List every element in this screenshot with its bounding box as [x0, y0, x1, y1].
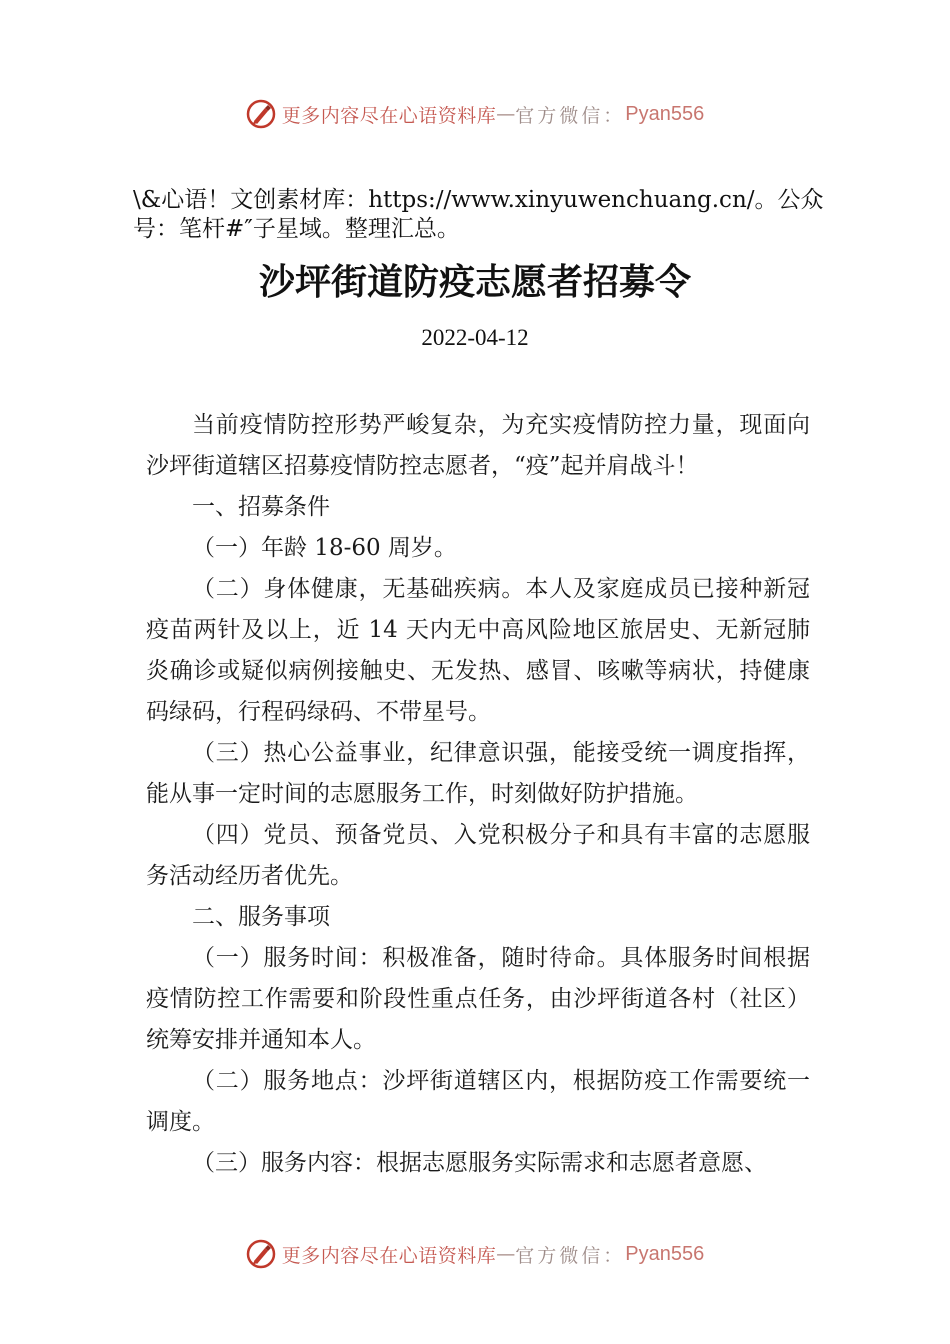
- banner-dash: —: [496, 1243, 516, 1265]
- body-paragraph: （一）年龄 18-60 周岁。: [192, 535, 457, 561]
- banner-wechat-id: Pyan556: [625, 102, 705, 125]
- header-banner: [0, 94, 950, 134]
- document-date: 2022-04-12: [421, 325, 529, 350]
- pen-logo-icon: [246, 99, 276, 129]
- banner-wechat-label: 官方微信：: [515, 104, 626, 127]
- footer-banner: [0, 1234, 950, 1274]
- banner-wechat-label: 官方微信：: [515, 1244, 626, 1267]
- body-paragraph: （三）热心公益事业，纪律意识强，能接受统一调度指挥，能从事一定时间的志愿服务工作，时刻做好防护措施。: [146, 740, 810, 807]
- source-note: \&心语！文创素材库：https://www.xinyuwenchuang.cn/。公众号：笔杆#″子星域。整理汇总。: [133, 187, 824, 242]
- document-body: [146, 405, 810, 1184]
- banner-text: 更多内容尽在心语资料库: [281, 1244, 497, 1267]
- banner-dash: —: [496, 103, 516, 125]
- pen-logo-icon: [246, 1239, 276, 1269]
- body-paragraph: （四）党员、预备党员、入党积极分子和具有丰富的志愿服务活动经历者优先。: [146, 822, 810, 889]
- section-heading: 二、服务事项: [192, 904, 330, 930]
- body-paragraph: （二）服务地点：沙坪街道辖区内，根据防疫工作需要统一调度。: [146, 1068, 810, 1135]
- body-paragraph: （三）服务内容：根据志愿服务实际需求和志愿者意愿、: [192, 1150, 767, 1176]
- banner-wechat-id: Pyan556: [625, 1242, 705, 1265]
- section-heading: 一、招募条件: [192, 494, 330, 520]
- banner-text: 更多内容尽在心语资料库: [281, 104, 497, 127]
- body-paragraph: （一）服务时间：积极准备，随时待命。具体服务时间根据疫情防控工作需要和阶段性重点任务，由沙坪街道各村（社区）统筹安排并通知本人。: [146, 945, 810, 1053]
- body-paragraph: 当前疫情防控形势严峻复杂，为充实疫情防控力量，现面向沙坪街道辖区招募疫情防控志愿者，“疫”起并肩战斗！: [146, 412, 810, 479]
- document-title: 沙坪街道防疫志愿者招募令: [258, 261, 691, 303]
- body-paragraph: （二）身体健康，无基础疾病。本人及家庭成员已接种新冠疫苗两针及以上，近 14 天内无中高风险地区旅居史、无新冠肺炎确诊或疑似病例接触史、无发热、感冒、咳嗽等病状，持健康码绿码，行程码绿码、不带星号。: [146, 576, 810, 725]
